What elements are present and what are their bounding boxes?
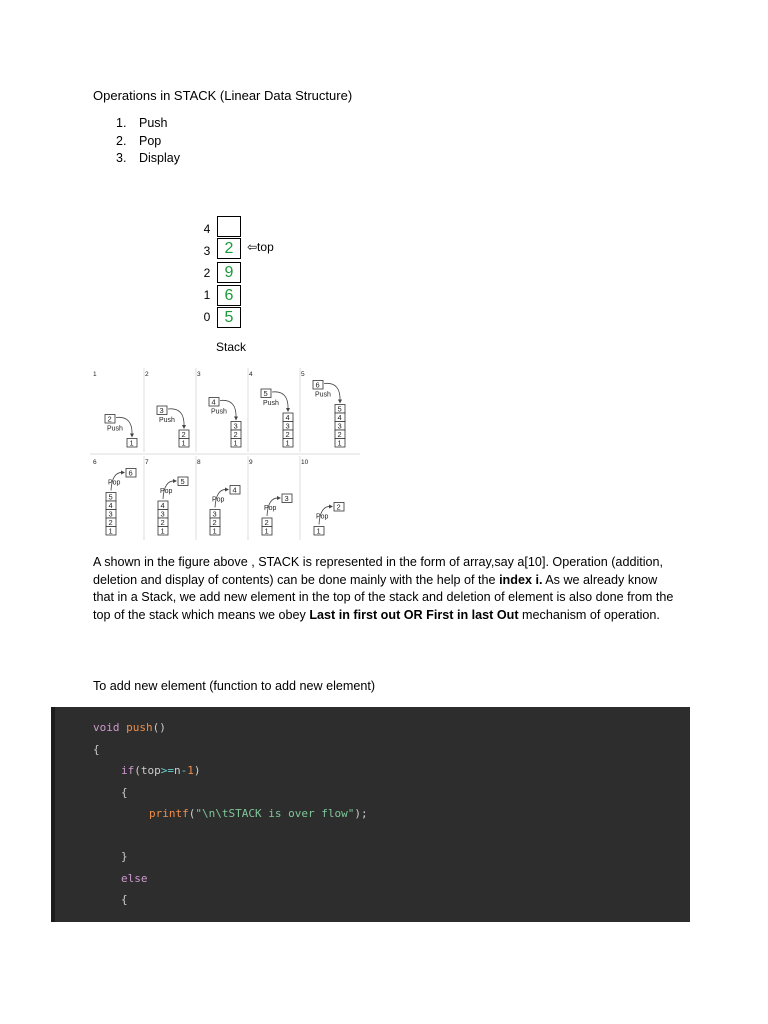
arrow-head [173,479,177,483]
stack-item-label: 3 [160,509,165,519]
new-item-label: 5 [263,389,268,398]
arrow-head [277,496,281,500]
code-line: { [121,786,128,799]
new-item-label: 4 [211,397,216,407]
new-item-label: 3 [159,406,164,415]
push-pop-figure [90,368,360,540]
list-item: 2. Pop [116,133,162,148]
stack-item-label: 1 [181,438,186,448]
stack-item-label: 3 [108,509,113,519]
pop-label: Pop [160,488,173,495]
stack-item-label: 2 [285,430,290,439]
code-line: void push() [93,721,166,734]
pop-label: Pop [108,479,121,487]
push-label: Push [211,408,227,416]
push-label: Push [159,417,175,424]
stack-item-label: 2 [264,518,269,527]
step-number: 2 [145,371,149,378]
stack-index: 0 [203,310,211,324]
step-number: 8 [197,459,201,466]
stack-item-label: 2 [337,430,342,439]
new-item-label: 6 [315,380,320,390]
pop-label: Pop [264,505,277,512]
arrow-head [225,488,229,492]
stack-index: 2 [203,266,211,280]
arrow-head [338,400,342,404]
code-line: printf("\n\tSTACK is over flow"); [149,807,368,820]
stack-item-label: 3 [337,421,342,431]
stack-index: 4 [203,222,211,236]
stack-item-label: 3 [212,509,217,519]
arrow-head [234,417,238,421]
stack-cell [217,216,241,237]
list-item: 1. Push [116,116,168,130]
push-label: Push [107,425,123,433]
step-number: 9 [249,459,253,466]
stack-item-label: 1 [108,526,113,536]
stack-caption: Stack [216,340,247,354]
arrow-head [130,434,134,438]
popped-item-label: 6 [128,468,133,478]
step-number: 4 [249,371,253,378]
stack-item-label: 5 [108,492,113,502]
add-element-label: To add new element (function to add new element) [93,679,376,693]
stack-item-label: 2 [233,430,238,439]
step-number: 7 [145,459,149,466]
stack-item-label: 3 [285,421,290,431]
code-line: else [121,872,148,885]
stack-cell: 6 [217,285,241,306]
list-item: 3. Display [116,151,180,165]
arrow-head [182,425,186,429]
step-number: 1 [93,371,97,378]
stack-item-label: 1 [264,526,269,536]
stack-item-label: 4 [337,413,342,422]
push-label: Push [263,400,279,407]
stack-item-label: 1 [212,526,217,536]
code-line: { [121,893,128,906]
code-block [51,707,690,922]
stack-item-label: 2 [108,518,113,527]
popped-item-label: 2 [336,502,341,512]
stack-item-label: 3 [233,421,238,431]
stack-cell: 2 [217,238,241,259]
code-line: { [93,743,100,756]
step-number: 5 [301,371,305,378]
stack-index: 1 [203,288,211,302]
step-number: 3 [197,371,201,378]
step-number: 10 [301,459,309,466]
stack-figure [180,210,300,360]
arrow-head [329,505,333,509]
stack-item-label: 1 [285,438,290,448]
stack-item-label: 4 [108,501,113,510]
stack-item-label: 5 [337,404,342,414]
pop-label: Pop [316,513,329,521]
stack-item-label: 1 [160,526,165,536]
pop-label: Pop [212,496,225,504]
step-number: 6 [93,459,97,466]
new-item-label: 2 [107,414,112,424]
popped-item-label: 4 [232,485,237,495]
push-label: Push [315,391,331,399]
page-title: Operations in STACK (Linear Data Structure) [93,88,353,103]
stack-item-label: 2 [160,518,165,527]
explanation-paragraph: A shown in the figure above , STACK is represented in the form of array,say a[10]. Operation (addition, deletion and display of contents) can be done mainly with the help of the index i. As we already know that in a Stack, we add new element in the top of the stack and deletion of element is also done from the top of the stack which means we obey Last in first out OR First in last Out mechanism of operation. [93,555,674,622]
stack-item-label: 4 [285,413,290,422]
stack-item-label: 1 [129,438,134,448]
code-line: } [121,850,128,863]
stack-item-label: 2 [212,518,217,527]
arrow-head [121,471,125,475]
stack-index: 3 [203,244,211,258]
stack-item-label: 1 [337,438,342,448]
stack-item-label: 1 [233,438,238,448]
top-pointer-label: ⇦top [247,240,274,254]
stack-cell: 5 [217,307,241,328]
stack-item-label: 1 [316,526,321,536]
stack-item-label: 4 [160,501,165,510]
arrow-head [286,408,290,412]
popped-item-label: 5 [180,477,185,486]
stack-cell: 9 [217,262,241,283]
push-pop-diagram [90,368,360,540]
popped-item-label: 3 [284,494,289,503]
operations-list [116,115,180,168]
code-line: if(top>=n-1) [121,764,201,777]
stack-item-label: 2 [181,430,186,439]
